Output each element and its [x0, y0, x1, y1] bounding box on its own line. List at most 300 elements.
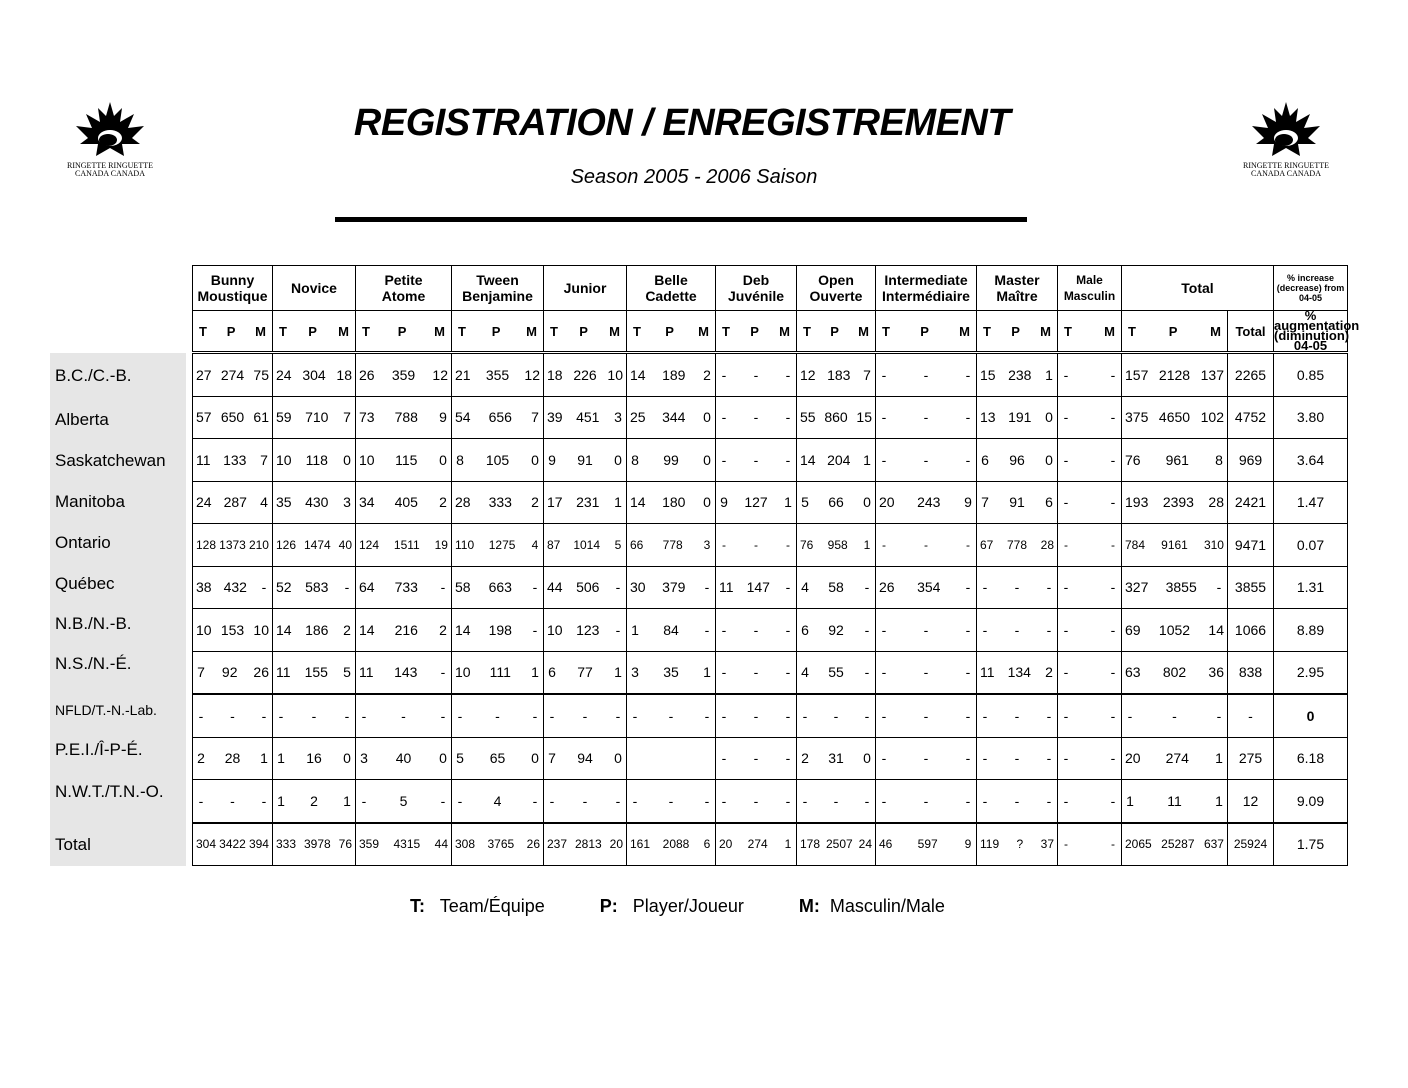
- cell-value: -: [361, 792, 367, 809]
- cell-value: 4650: [1158, 409, 1191, 426]
- cell-value: 784: [1125, 537, 1146, 552]
- legend-male-value: Masculin/Male: [829, 896, 945, 916]
- subcolumn-header: [273, 311, 356, 352]
- cell-value: -: [864, 664, 870, 681]
- cell-value: -: [440, 707, 446, 724]
- cell-value: 57: [196, 409, 212, 426]
- group-header: [356, 266, 452, 311]
- group-cell: [452, 439, 544, 482]
- cell-value: 327: [1125, 579, 1149, 596]
- cell-value: 110: [455, 537, 475, 552]
- province-label: N.B./N.-B.: [55, 614, 132, 633]
- cell-value: 274: [747, 837, 768, 852]
- cell-value: -: [802, 707, 808, 724]
- cell-value: 137: [1200, 366, 1224, 383]
- subcolumn-label: P: [750, 323, 759, 339]
- group-cell: [1122, 651, 1228, 694]
- cell-value: 778: [662, 537, 683, 552]
- cell-value: 2393: [1162, 494, 1194, 511]
- group-cell: [273, 609, 356, 652]
- cell-value: -: [881, 409, 887, 426]
- cell-value: -: [1063, 494, 1069, 511]
- group-cell: [977, 524, 1058, 567]
- province-label: Saskatchewan: [55, 451, 166, 470]
- cell-value: -: [261, 792, 267, 809]
- cell-value: -: [923, 409, 929, 426]
- season-subtitle: Season 2005 - 2006 Saison: [570, 166, 818, 188]
- cell-value: -: [721, 707, 727, 724]
- cell-value: 5: [399, 792, 408, 809]
- subcolumn-label: M: [338, 323, 349, 339]
- legend-male-key: M:: [798, 896, 820, 916]
- group-cell: [273, 439, 356, 482]
- cell-value: 183: [827, 366, 851, 383]
- cell-value: 656: [488, 409, 512, 426]
- group-cell: [193, 823, 273, 866]
- cell-value: 84: [663, 621, 679, 638]
- cell-value: 210: [248, 537, 269, 552]
- cell-value: 394: [248, 837, 269, 852]
- cell-value: -: [785, 409, 791, 426]
- group-cell: [716, 823, 797, 866]
- group-name-french: Benjamine: [462, 288, 533, 304]
- cell-value: -: [966, 537, 970, 552]
- subcolumn-header: [193, 311, 273, 352]
- subcolumn-label: M: [779, 323, 790, 339]
- cell-value: 55: [828, 664, 844, 681]
- cell-value: 310: [1203, 537, 1224, 552]
- group-cell: [1058, 566, 1122, 609]
- cell-value: -: [833, 792, 839, 809]
- cell-value: 5: [343, 664, 351, 681]
- cell-value: 18: [547, 366, 563, 383]
- cell-value: -: [965, 792, 971, 809]
- group-header: [797, 266, 876, 311]
- row-total: 4752: [1228, 396, 1274, 439]
- cell-value: -: [965, 664, 971, 681]
- group-cell: [797, 694, 876, 737]
- cell-value: 0: [439, 750, 447, 767]
- subcolumn-header: [452, 311, 544, 352]
- cell-value: 46: [879, 837, 893, 852]
- group-cell: [627, 823, 716, 866]
- percent-change: 0.85: [1274, 354, 1348, 397]
- cell-value: 76: [338, 837, 352, 852]
- cell-value: -: [549, 707, 555, 724]
- cell-value: 0: [531, 750, 539, 767]
- subcolumn-header: [797, 311, 876, 352]
- cell-value: 238: [1008, 366, 1032, 383]
- group-cell: [716, 694, 797, 737]
- cell-value: -: [965, 750, 971, 767]
- group-cell: [797, 823, 876, 866]
- subcolumn-header: [876, 311, 977, 352]
- cell-value: -: [495, 707, 500, 724]
- cell-value: 4: [493, 792, 502, 809]
- group-name: Open: [818, 272, 854, 288]
- cell-value: -: [615, 621, 621, 638]
- group-cell: [716, 354, 797, 397]
- group-name-french: Ouverte: [809, 288, 863, 304]
- group-cell: [452, 737, 544, 780]
- legend-player: [600, 896, 744, 916]
- subcolumn-label: M: [255, 323, 266, 339]
- group-cell: [876, 439, 977, 482]
- cell-value: -: [1064, 537, 1068, 552]
- group-cell: [356, 694, 452, 737]
- group-cell: [977, 694, 1058, 737]
- cell-value: 14: [800, 451, 816, 468]
- group-name-french: Masculin: [1063, 289, 1116, 303]
- cell-value: 40: [395, 750, 412, 767]
- cell-value: -: [753, 366, 759, 383]
- cell-value: 153: [220, 621, 245, 638]
- group-cell: [273, 737, 356, 780]
- cell-value: -: [1063, 792, 1069, 809]
- cell-value: 650: [220, 409, 245, 426]
- cell-value: 15: [980, 366, 996, 383]
- legend-player-value: Player/Joueur: [632, 896, 744, 916]
- cell-value: 20: [719, 837, 733, 852]
- cell-value: 38: [196, 579, 212, 596]
- cell-value: -: [1046, 707, 1052, 724]
- cell-value: -: [632, 792, 638, 809]
- group-cell: [544, 609, 627, 652]
- cell-value: -: [785, 621, 791, 638]
- cell-value: 189: [662, 366, 686, 383]
- group-cell: [716, 439, 797, 482]
- cell-value: 10: [196, 621, 212, 638]
- cell-value: 157: [1125, 366, 1149, 383]
- cell-value: 2: [439, 494, 447, 511]
- cell-value: 1: [1215, 750, 1223, 767]
- cell-value: 198: [488, 621, 512, 638]
- group-cell: [544, 694, 627, 737]
- cell-value: -: [1014, 707, 1020, 724]
- cell-value: 11: [1167, 792, 1182, 809]
- group-cell: [627, 737, 716, 780]
- group-cell: [544, 823, 627, 866]
- group-cell: [1058, 439, 1122, 482]
- group-cell: [273, 694, 356, 737]
- cell-value: -: [1110, 366, 1116, 383]
- group-header: [452, 266, 544, 311]
- subcolumn-header: [356, 311, 452, 352]
- group-name: Deb: [742, 272, 770, 288]
- cell-value: 860: [824, 409, 848, 426]
- percent-change: 1.47: [1274, 481, 1348, 524]
- cell-value: 92: [221, 664, 238, 681]
- cell-value: -: [923, 707, 929, 724]
- group-cell: [193, 354, 273, 397]
- percent-change: 0.07: [1274, 524, 1348, 567]
- cell-value: -: [1014, 621, 1020, 638]
- cell-value: -: [632, 707, 638, 724]
- cell-value: 3: [343, 494, 351, 511]
- cell-value: -: [721, 621, 727, 638]
- cell-value: 143: [394, 664, 418, 681]
- cell-value: 14: [630, 366, 646, 383]
- cell-value: 304: [196, 837, 217, 852]
- group-cell: [977, 396, 1058, 439]
- group-cell: [627, 780, 716, 823]
- cell-value: 5: [456, 750, 464, 767]
- cell-value: 26: [526, 837, 540, 852]
- group-cell: [1122, 354, 1228, 397]
- percent-change: 3.64: [1274, 439, 1348, 482]
- row-total: 25924: [1228, 823, 1274, 866]
- cell-value: 2: [703, 366, 711, 383]
- cell-value: -: [1063, 750, 1069, 767]
- subcolumn-label: T: [633, 323, 641, 339]
- group-header: [1122, 266, 1274, 311]
- cell-value: -: [864, 707, 870, 724]
- cell-value: 4: [260, 494, 268, 511]
- cell-value: 10: [607, 366, 623, 383]
- cell-value: 11: [980, 664, 995, 681]
- subcolumn-label: M: [858, 323, 869, 339]
- group-name: Novice: [291, 280, 337, 296]
- total-column-header: Total: [1228, 311, 1274, 352]
- subcolumn-label: M: [1040, 323, 1051, 339]
- row-total: 12: [1228, 780, 1274, 823]
- cell-value: 147: [746, 579, 770, 596]
- cell-value: 1: [260, 750, 268, 767]
- cell-value: -: [965, 621, 971, 638]
- group-name: Bunny: [210, 272, 255, 288]
- cell-value: 2: [197, 750, 205, 767]
- cell-value: -: [1063, 409, 1069, 426]
- table-row: [193, 651, 1348, 694]
- cell-value: 13: [980, 409, 996, 426]
- cell-value: 133: [223, 451, 247, 468]
- group-cell: [193, 609, 273, 652]
- group-cell: [452, 524, 544, 567]
- cell-value: 216: [394, 621, 418, 638]
- cell-value: -: [1110, 621, 1116, 638]
- cell-value: 4: [801, 664, 809, 681]
- cell-value: 6: [801, 621, 809, 638]
- cell-value: -: [1110, 707, 1116, 724]
- cell-value: -: [982, 579, 988, 596]
- legend-team-key: T:: [410, 896, 425, 916]
- cell-value: 55: [800, 409, 816, 426]
- cell-value: -: [440, 664, 446, 681]
- cell-value: -: [401, 707, 406, 724]
- cell-value: 24: [858, 837, 872, 852]
- cell-value: 15: [856, 409, 872, 426]
- cell-value: 0: [863, 494, 871, 511]
- group-cell: [797, 780, 876, 823]
- cell-value: -: [457, 707, 463, 724]
- group-cell: [797, 524, 876, 567]
- cell-value: 7: [343, 409, 351, 426]
- subcolumn-label: M: [609, 323, 620, 339]
- province-label: N.S./N.-É.: [55, 654, 132, 673]
- subcolumn-label: T: [1064, 323, 1072, 339]
- logo-text-line2: CANADA CANADA: [74, 169, 145, 178]
- cell-value: 430: [305, 494, 329, 511]
- cell-value: -: [1063, 579, 1069, 596]
- cell-value: -: [668, 792, 674, 809]
- cell-value: 12: [432, 366, 448, 383]
- cell-value: 186: [305, 621, 329, 638]
- cell-value: -: [1111, 837, 1115, 852]
- group-header: [716, 266, 797, 311]
- subcolumn-label: T: [550, 323, 558, 339]
- logo-text-line1: RINGETTE RINGUETTE: [67, 161, 153, 170]
- group-cell: [193, 651, 273, 694]
- subcolumn-label: T: [1128, 323, 1136, 339]
- group-cell: [1058, 481, 1122, 524]
- cell-value: 1014: [573, 537, 601, 552]
- cell-value: -: [1110, 750, 1116, 767]
- cell-value: -: [721, 409, 727, 426]
- group-cell: [544, 651, 627, 694]
- cell-value: 1: [784, 837, 792, 852]
- cell-value: -: [1063, 451, 1069, 468]
- group-cell: [876, 354, 977, 397]
- cell-value: 1: [1045, 366, 1053, 383]
- group-header-row: [193, 266, 1348, 311]
- group-cell: [273, 396, 356, 439]
- group-cell: [977, 737, 1058, 780]
- cell-value: -: [704, 579, 710, 596]
- cell-value: 2088: [662, 837, 690, 852]
- cell-value: 73: [359, 409, 375, 426]
- subcolumn-label: P: [1168, 323, 1178, 339]
- cell-value: -: [722, 537, 726, 552]
- group-header: [193, 266, 273, 311]
- table-row: [193, 737, 1348, 780]
- group-cell: [1122, 780, 1228, 823]
- province-label: P.E.I./Î-P-É.: [55, 740, 143, 759]
- cell-value: 54: [455, 409, 471, 426]
- cell-value: 1: [784, 494, 792, 511]
- group-header: [544, 266, 627, 311]
- cell-value: -: [198, 792, 204, 809]
- cell-value: 7: [863, 366, 871, 383]
- cell-value: 10: [276, 451, 292, 468]
- group-cell: [1122, 396, 1228, 439]
- cell-value: 1: [277, 750, 285, 767]
- cell-value: 18: [336, 366, 352, 383]
- cell-value: 111: [489, 664, 511, 681]
- cell-value: -: [1110, 409, 1116, 426]
- cell-value: 5: [801, 494, 809, 511]
- row-total: 275: [1228, 737, 1274, 780]
- group-cell: [544, 354, 627, 397]
- group-name-french: Moustique: [197, 288, 268, 304]
- cell-value: 8: [631, 451, 639, 468]
- cell-value: -: [982, 750, 988, 767]
- cell-value: 1: [703, 664, 711, 681]
- subcolumn-label: P: [665, 323, 674, 339]
- cell-value: 31: [828, 750, 844, 767]
- subcolumn-label: P: [920, 323, 929, 339]
- table-row: [193, 396, 1348, 439]
- group-cell: [627, 651, 716, 694]
- group-cell: [356, 737, 452, 780]
- cell-value: -: [704, 792, 710, 809]
- cell-value: -: [785, 451, 791, 468]
- subcolumn-label: P: [397, 323, 407, 339]
- cell-value: 123: [576, 621, 600, 638]
- percent-change: 1.75: [1274, 823, 1348, 866]
- cell-value: -: [1063, 621, 1069, 638]
- group-cell: [797, 396, 876, 439]
- subcolumn-label: P: [226, 323, 236, 339]
- subcolumn-label: P: [491, 323, 501, 339]
- cell-value: 12: [800, 366, 816, 383]
- group-cell: [977, 566, 1058, 609]
- group-cell: [627, 439, 716, 482]
- cell-value: -: [864, 792, 870, 809]
- cell-value: 733: [394, 579, 418, 596]
- cell-value: 7: [981, 494, 989, 511]
- province-label: Total: [55, 835, 91, 854]
- cell-value: -: [1111, 537, 1115, 552]
- group-cell: [716, 651, 797, 694]
- group-cell: [1122, 439, 1228, 482]
- group-cell: [452, 609, 544, 652]
- group-cell: [193, 396, 273, 439]
- cell-value: -: [1046, 621, 1052, 638]
- cell-value: -: [1110, 494, 1116, 511]
- cell-value: -: [704, 707, 710, 724]
- logo-text-line1: RINGETTE RINGUETTE: [1243, 161, 1329, 170]
- group-cell: [1058, 780, 1122, 823]
- cell-value: 3978: [303, 837, 331, 852]
- cell-value: 0: [531, 451, 539, 468]
- subcolumn-header: [977, 311, 1058, 352]
- cell-value: -: [965, 409, 971, 426]
- cell-value: 17: [547, 494, 563, 511]
- group-cell: [977, 823, 1058, 866]
- percent-change-header: % increase (decrease) from 04-05: [1274, 266, 1348, 311]
- cell-value: 14: [359, 621, 375, 638]
- cell-value: 44: [547, 579, 563, 596]
- cell-value: 126: [276, 537, 297, 552]
- cell-value: 5: [614, 537, 622, 552]
- group-cell: [1058, 694, 1122, 737]
- cell-value: -: [361, 707, 367, 724]
- group-cell: [627, 354, 716, 397]
- cell-value: 193: [1125, 494, 1149, 511]
- cell-value: 274: [220, 366, 245, 383]
- cell-value: 0: [703, 494, 711, 511]
- cell-value: -: [1063, 707, 1069, 724]
- cell-value: 14: [455, 621, 471, 638]
- cell-value: 20: [1125, 750, 1141, 767]
- group-cell: [452, 566, 544, 609]
- group-cell: [716, 396, 797, 439]
- group-cell: [627, 481, 716, 524]
- cell-value: 3: [703, 537, 711, 552]
- cell-value: 2: [801, 750, 809, 767]
- table-row: [193, 481, 1348, 524]
- cell-value: 21: [455, 366, 471, 383]
- subcolumn-label: T: [882, 323, 890, 339]
- cell-value: 65: [489, 750, 506, 767]
- cell-value: 583: [305, 579, 329, 596]
- cell-value: -: [344, 707, 350, 724]
- group-name: Belle: [654, 272, 688, 288]
- group-cell: [1122, 481, 1228, 524]
- cell-value: 11: [719, 579, 734, 596]
- group-cell: [356, 823, 452, 866]
- group-cell: [193, 524, 273, 567]
